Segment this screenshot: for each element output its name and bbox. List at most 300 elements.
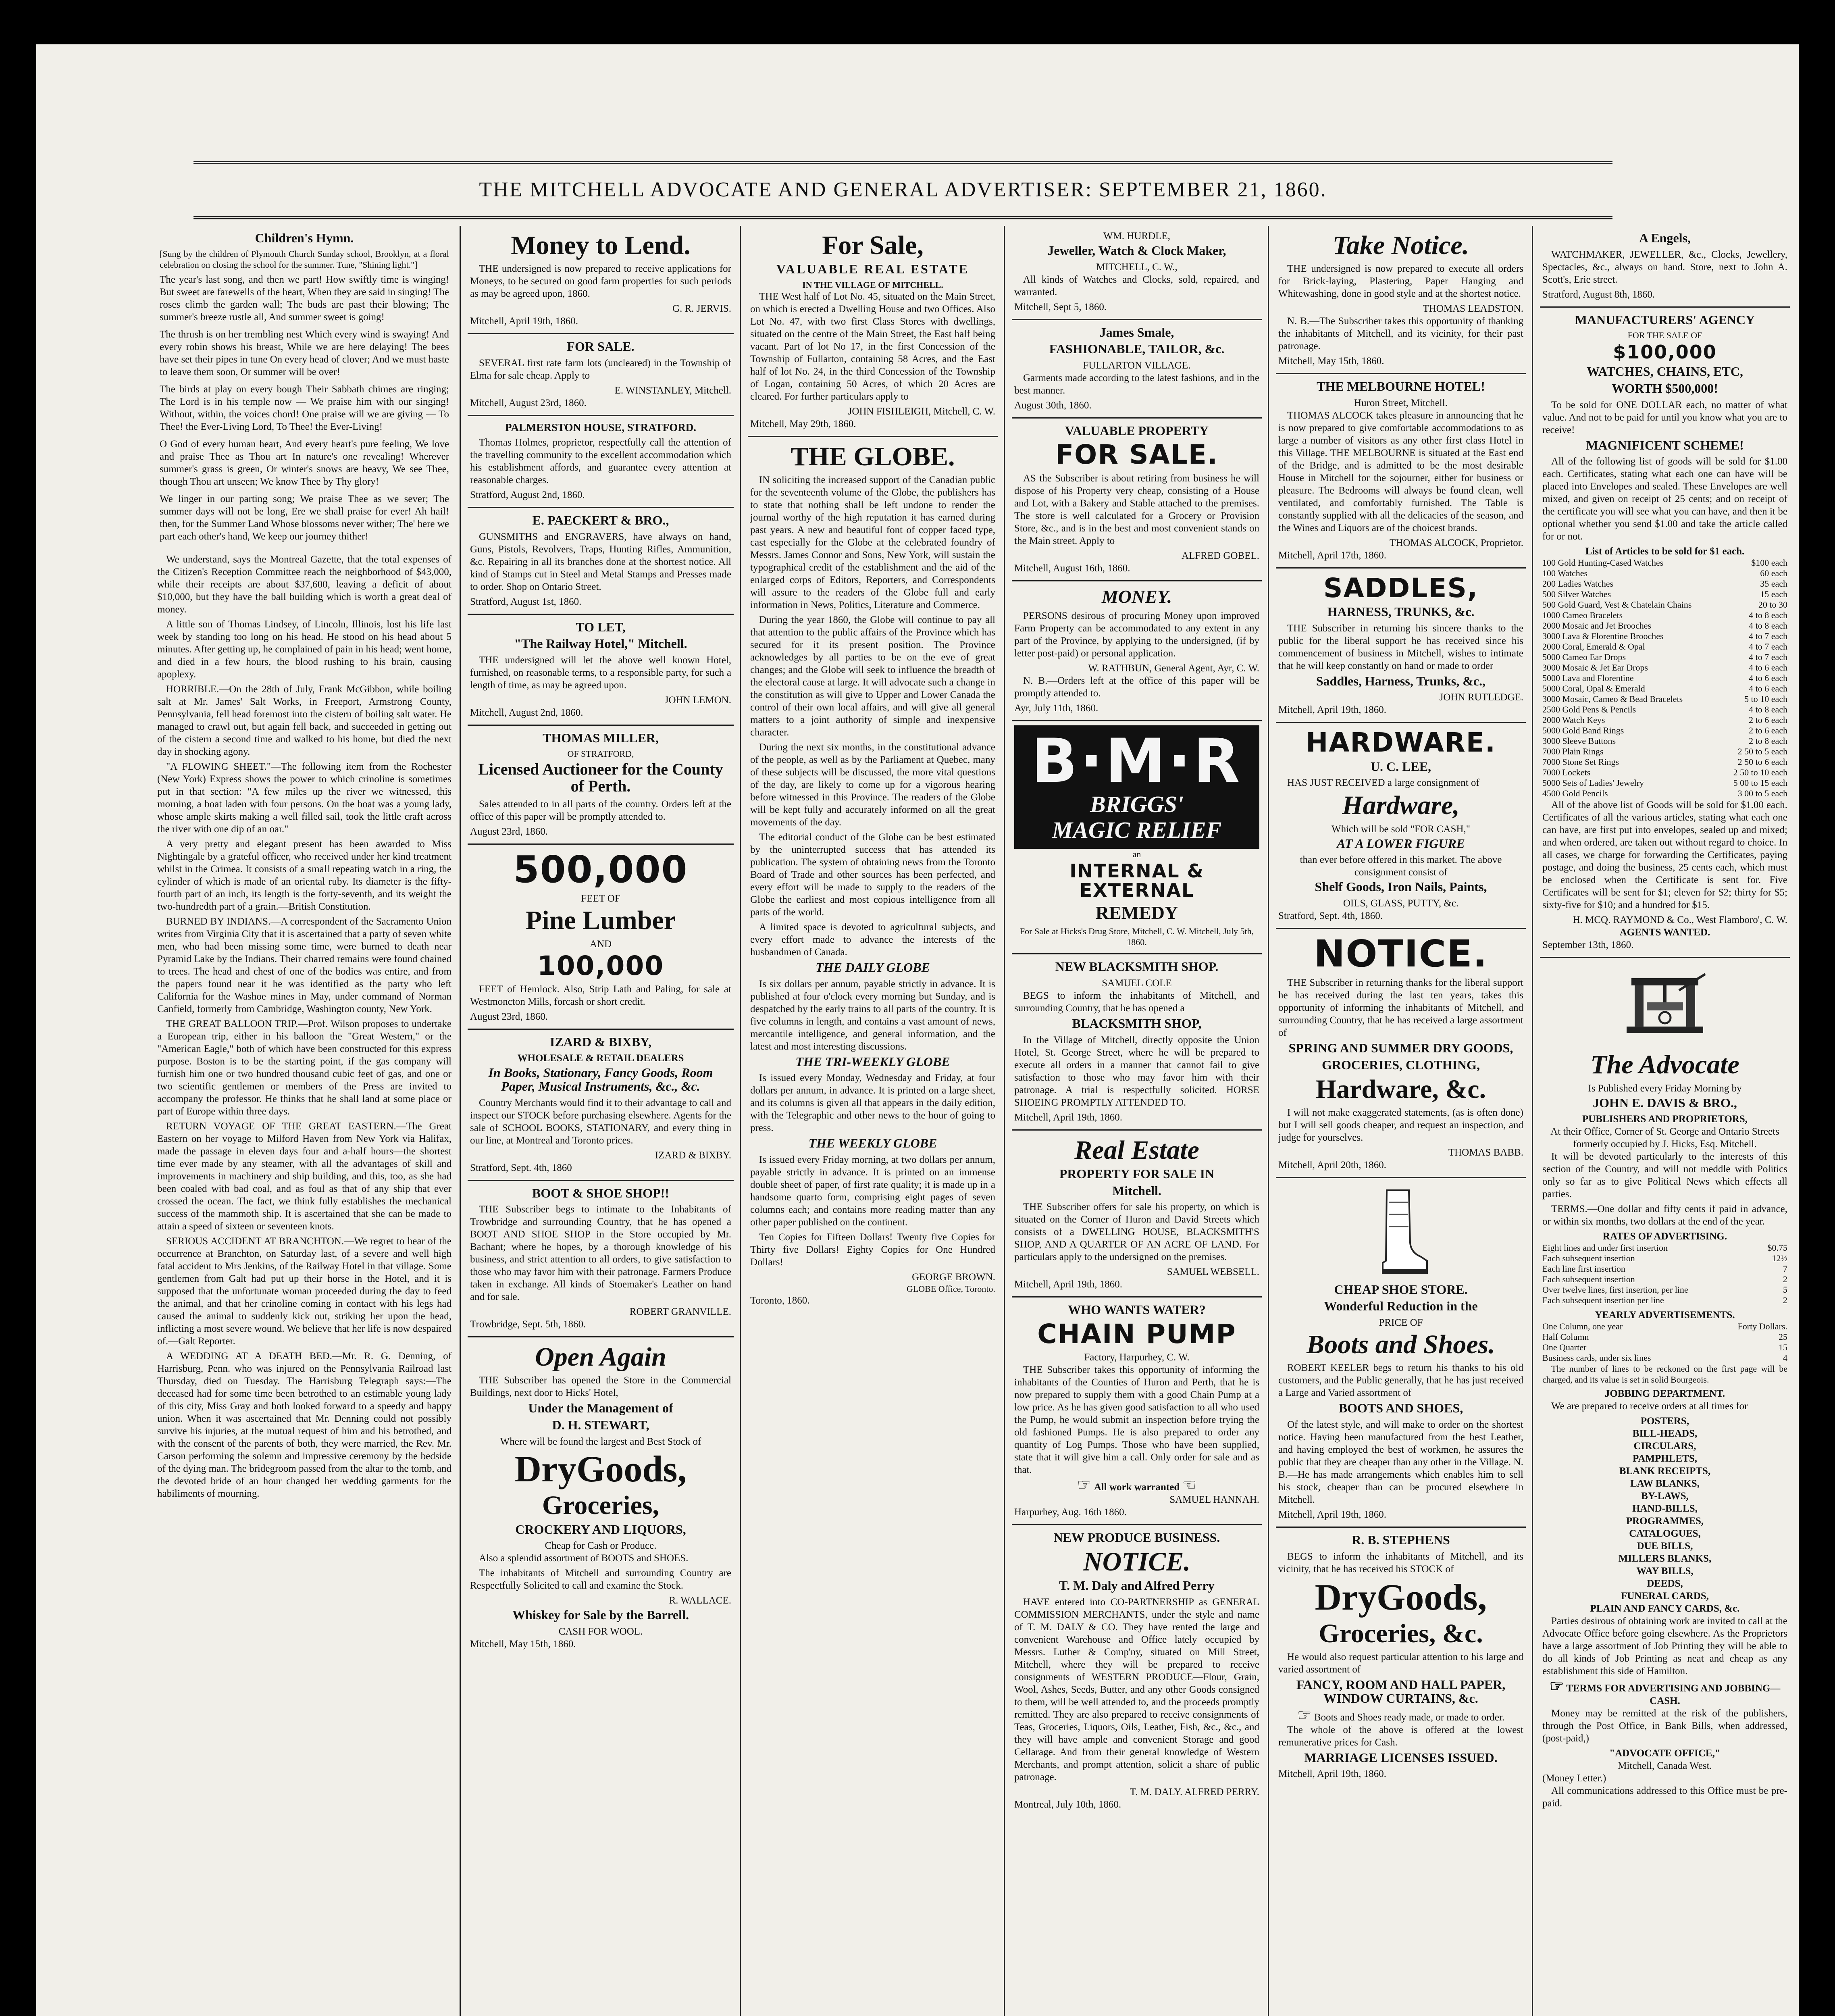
babb-notice-ad [1276, 929, 1526, 1178]
column-rule [1268, 226, 1269, 2016]
money-sign: G. R. JERVIS. [672, 303, 731, 314]
price-row [1542, 683, 1787, 694]
re-sub: PROPERTY FOR SALE IN [1059, 1166, 1215, 1181]
steph-body: BEGS to inform the inhabitants of Mitchell, and its vicinity, that he has received his STOCK of [1278, 1551, 1523, 1574]
lumber-title: Pine Lumber [525, 906, 676, 935]
price-row-value: 4 to 6 each [1749, 662, 1787, 673]
globe-paragraph: During the next six months, in the constitutional advance of the people, as well as by the Parliament at Quebec, many of these subjects will be discussed, the more vital questions of the day, are likely to come up for a vigorous hearing before witnessed in this Province. The readers of the Globe will be kept fully and accurately informed on all the great movements of the day. [750, 742, 995, 828]
job-item: DEEDS, [1647, 1578, 1683, 1589]
hurdle-town: MITCHELL, C. W., [1096, 261, 1178, 273]
miller-of: OF STRATFORD, [567, 748, 634, 759]
man-sign: H. MCQ. RAYMOND & Co., West Flamboro', C. W. [1573, 914, 1787, 926]
rate-row [1542, 1295, 1787, 1306]
price-row [1542, 694, 1787, 704]
man-title: MANUFACTURERS' AGENCY [1575, 312, 1755, 327]
price-row [1542, 673, 1787, 683]
steph-body-3: The whole of the above is offered at the lowest remunerative prices for Cash. [1278, 1724, 1523, 1748]
notice-sign: T. M. DALY. ALFRED PERRY. [1130, 1786, 1259, 1797]
price-row-value: 15 each [1760, 589, 1787, 600]
sad-items: Saddles, Harness, Trunks, &c., [1316, 673, 1486, 688]
rate-row-value: 5 [1783, 1285, 1787, 1295]
price-row-label: 1000 Cameo Bracelets [1542, 610, 1623, 621]
yearly-row-label: One Column, one year [1542, 1321, 1623, 1332]
bmr-an: an [1132, 849, 1141, 859]
engels-watchmaker-ad [1540, 226, 1790, 308]
izard-date: Stratford, Sept. 4th, 1860 [470, 1162, 572, 1173]
price-row [1542, 704, 1787, 715]
price-row [1542, 631, 1787, 641]
paeck-title: E. PAECKERT & BRO., [532, 513, 669, 528]
steph-title: R. B. STEPHENS [1352, 1532, 1450, 1547]
man-body-2: All of the above list of Goods will be sold for $1.00 each. Certificates of all the various articles, stating what each one can have, are first put into envelopes, sealed up and mixed; and when ordered, are taken out without regard to choice. In all cases, we charge for forwarding the Certificates, paying postage, and doing the business, 25 cents each, which must be enclosed when the Certificate is sent for. Five Certificates will be sent for $1; eleven for $2; thirty for $5; sixty-five for $10; and a hundred for $15. [1542, 800, 1787, 911]
price-row-label: 200 Ladies Watches [1542, 579, 1614, 589]
price-row-label: 7000 Lockets [1542, 767, 1591, 778]
valuable-property-ad [1012, 419, 1262, 581]
job-item: FUNERAL CARDS, [1621, 1591, 1709, 1602]
rate-row [1542, 1264, 1787, 1274]
mel-sub: Huron Street, Mitchell. [1354, 397, 1448, 408]
smith-body-2: In the Village of Mitchell, directly opposite the Union Hotel, St. George Street, where he will be prepared to execute all orders in a manner that cannot fail to give satisfaction to those who may favor him with their patronage. A trial is respectfully solicited. HORSE SHOEING PROMPTLY ATTENDED TO. [1014, 1034, 1259, 1108]
news-item: "A FLOWING SHEET."—The following item from the Rochester (New York) Express shows the power to which crinoline is sometimes put in that section: "A few miles up the river we witnessed, this morning, a boat laden with four persons. On the boat was a young lady, whose ample skirts making a well filled sail, took the little craft across the river with one dip of an oar." [157, 761, 451, 835]
prop-sign: ALFRED GOBEL. [1181, 550, 1259, 561]
not-items: SPRING AND SUMMER DRY GOODS, [1288, 1041, 1513, 1056]
rate-row-value: $0.75 [1767, 1243, 1787, 1253]
price-row-label: 5000 Coral, Opal & Emerald [1542, 683, 1645, 694]
price-row-value: 2 to 6 each [1749, 715, 1787, 725]
not-title: NOTICE. [1314, 932, 1488, 975]
price-row-value: 4 to 8 each [1749, 704, 1787, 715]
open-sign: R. WALLACE. [669, 1595, 731, 1606]
job-addr-2: Mitchell, Canada West. [1618, 1760, 1712, 1772]
price-row-value: 2 50 to 6 each [1737, 757, 1787, 767]
job-item: PROGRAMMES, [1626, 1516, 1704, 1527]
price-row-label: 7000 Stone Set Rings [1542, 757, 1619, 767]
news-item: A WEDDING AT A DEATH BED.—Mr. R. G. Denning, of Harrisburg, Penn. who was injured on the Pennsylvania Railroad last Thursday, died on Tuesday. The Harrisburg Telegraph says:—The deceased had for some time been betrothed to an estimable young lady of this city, Miss Gray and both looked forward to a speedy and happy union. When it was ascertained that Mr. Denning could not possibly survive his injuries, at the mutual request of him and his betrothed, and with the consent of the parents of both, they were married, the Rev. Mr. Carson performing the solemn and impressive ceremony by the bedside of the dying man. The bridegroom passed from the altar to the tomb, and the devoted bride of an hour changed her wedding garments for the habiliments of mourning. [157, 1350, 451, 1499]
smale-town: FULLARTON VILLAGE. [1083, 360, 1191, 371]
price-row-value: 4 to 7 each [1749, 652, 1787, 662]
price-row-value: 20 to 30 [1758, 600, 1787, 610]
hw-word: Hardware, [1342, 791, 1460, 821]
smale-body: Garments made according to the latest fashions, and in the best manner. [1014, 372, 1259, 396]
cheap-boots: Boots and Shoes. [1307, 1330, 1495, 1360]
paeck-body: GUNSMITHS and ENGRAVERS, have always on hand, Guns, Pistols, Revolvers, Traps, Hunting Rifles, Ammunition, &c. Repairing in all its branches done at the shortest notice. All kind of Stamps cut in Steel and Metal Stamps and Presses made to order. Shop on Ontario Street. [470, 531, 731, 592]
man-for: FOR THE SALE OF [1627, 330, 1702, 341]
money-note: N. B.—Orders left at the office of this paper will be promptly attended to. [1014, 675, 1259, 699]
money-date: Ayr, July 11th, 1860. [1014, 702, 1099, 714]
bmr-banner [1014, 725, 1259, 849]
notice-body: HAVE entered into CO-PARTNERSHIP as GENERAL COMMISSION MERCHANTS, under the style and name of T. M. DALY & CO. They have rented the large and convenient Warehouse and Office lately occupied by Messrs. Luther & Comp'ny, situated on Mill Street, Mitchell, where they will be prepared to receive consignments of WESTERN PRODUCE—Flour, Grain, Wool, Ashes, Seeds, Butter, and any other Goods consigned to them, will be well attended to, and the proceeds promptly remitted. They are also prepared to receive consignments of Teas, Groceries, Liquors, Oils, Leather, Fish, &c., &c., and they will have ample and convenient Storage and good Cellarage. And from their general knowledge of Western Merchants, and prompt attention, solicit a share of public patronage. [1014, 1596, 1259, 1783]
price-row-label: 5000 Lava and Florentine [1542, 673, 1634, 683]
forsale-body: SEVERAL first rate farm lots (uncleared) in the Township of Elma for sale cheap. Apply to [470, 357, 731, 381]
price-row [1542, 621, 1787, 631]
steph-groceries: Groceries, &c. [1319, 1619, 1483, 1649]
prop-title: VALUABLE PROPERTY [1065, 423, 1209, 438]
price-row [1542, 746, 1787, 757]
izard-title: IZARD & BIXBY, [549, 1034, 652, 1049]
weekly-body: Is issued every Friday morning, at two dollars per annum, payable strictly in advance. It is printed on an immense double sheet of paper, of first rate quality; it is made up in a handsome quarto form, comprising eight pages of seven columns each; and contains more reading matter than any other paper published on the continent. [750, 1154, 995, 1228]
childrens-hymn [157, 226, 451, 553]
job-item: CATALOGUES, [1629, 1528, 1701, 1539]
re-sign: SAMUEL WEBSELL. [1167, 1266, 1259, 1278]
palmerston-house-ad [468, 416, 734, 508]
price-row-label: 5000 Cameo Ear Drops [1542, 652, 1626, 662]
rate-row-label: Each subsequent insertion per line [1542, 1295, 1664, 1306]
open-inhab: The inhabitants of Mitchell and surrounding Country are Respectfully Solicited to call and examine the Stock. [470, 1568, 731, 1591]
yearly-title: YEARLY ADVERTISEMENTS. [1595, 1310, 1735, 1321]
money-ad [1012, 581, 1262, 721]
hymn-stanza: The birds at play on every bough Their Sabbath chimes are ringing; The Lord is in his temple now — We praise him with our singing! Without, within, the voices chord! One praise will we are giving — To Thee! the Ever-Living Lord, To Thee! the Ever-Living! [160, 383, 449, 432]
pump-title: CHAIN PUMP [1037, 1318, 1236, 1350]
money-body: THE undersigned is now prepared to receive applications for Moneys, to be secured on good farm properties for such periods as may be agreed upon, 1860. [470, 263, 731, 300]
sad-body: THE Subscriber in returning his sincere thanks to the public for the liberal support he has received since his commencement of business in Mitchell, wishes to intimate that he will keep constantly on hand or made to order [1278, 623, 1523, 671]
price-row-value: 60 each [1760, 568, 1787, 579]
job-body-2: Parties desirous of obtaining work are invited to call at the Advocate Office before going elsewhere. As the Proprietors have a large assortment of Job Printing they will be able to do all kinds of Job Printing as neat and cheap as any establishment this side of Hamilton. [1542, 1616, 1787, 1677]
job-terms [1542, 1677, 1787, 1707]
steph-note-text: Boots and Shoes ready made, or made to order. [1314, 1712, 1505, 1723]
open-wool: CASH FOR WOOL. [558, 1626, 643, 1637]
pump-body: THE Subscriber takes this opportunity of informing the inhabitants of the Counties of Huron and Perth, that he is now prepared to supply them with a good Chain Pump at a low price. As he has given good satisfaction to all who used the Pump, he would submit an inspection before trying the old fashioned Pumps. He is also prepared to order any quantity of Log Pumps. Those who have been supplied, state that it will give him a call. Only order for sale and as that. [1014, 1364, 1259, 1476]
take-date: Mitchell, May 15th, 1860. [1278, 356, 1384, 367]
bmr-remedy-ad [1012, 721, 1262, 954]
man-agents: AGENTS WANTED. [1619, 927, 1710, 938]
open-again-ad [468, 1337, 734, 1656]
yearly-row [1542, 1353, 1787, 1363]
yearly-row [1542, 1332, 1787, 1342]
adv-terms: TERMS.—One dollar and fifty cents if paid in advance, or within six months, two dollars at the end of the year. [1542, 1204, 1787, 1227]
price-row-label: 2000 Mosaic and Jet Brooches [1542, 621, 1652, 631]
lumber-number: 500,000 [513, 848, 688, 891]
price-row [1542, 767, 1787, 778]
mel-body: THOMAS ALCOCK takes pleasure in announcing that he is now prepared to give comfortable accommodations to as large a number of visitors as any other first class Hotel in this Village. THE MELBOURNE is situated at the East end of the Bridge, and is admitted to be the most desirable House in Mitchell for the sojourner, either for business or pleasure. The Bedrooms will always be found clean, well ventilated, and comfortably furnished. The Table is constantly supplied with all the delicacies of the season, and the Wines and Liquors are of the choicest brands. [1278, 410, 1523, 533]
open-crockery: CROCKERY AND LIQUORS, [515, 1522, 686, 1537]
miller-title: THOMAS MILLER, [542, 731, 659, 746]
price-row-value: 4 to 6 each [1749, 683, 1787, 694]
tolet-sign: JOHN LEMON. [664, 695, 731, 706]
hw-items-2: OILS, GLASS, PUTTY, &c. [1343, 898, 1459, 909]
open-title: Open Again [535, 1342, 666, 1372]
cheap-body-2: Of the latest style, and will make to order on the shortest notice. Having been manufactured from the best Leather, and having employed the best of workmen, he assures the public that they are cheaper than any other in the Village. N. B.—He has made arrangements which enables him to sell his stock, cheaper than can be procured elsewhere in Mitchell. [1278, 1419, 1523, 1505]
money-title: Money to Lend. [511, 231, 691, 260]
job-item: MILLERS BLANKS, [1618, 1553, 1712, 1564]
price-row [1542, 600, 1787, 610]
price-row [1542, 610, 1787, 621]
hw-items: Shelf Goods, Iron Nails, Paints, [1315, 879, 1487, 894]
hw-lower: AT A LOWER FIGURE [1336, 836, 1465, 851]
boot-title: BOOT & SHOE SHOP!! [532, 1185, 669, 1200]
sale-sub: VALUABLE REAL ESTATE [776, 262, 970, 277]
open-date: Mitchell, May 15th, 1860. [470, 1638, 576, 1649]
job-item: CIRCULARS, [1633, 1441, 1696, 1452]
open-groceries: Groceries, [542, 1491, 660, 1520]
cheap-date: Mitchell, April 19th, 1860. [1278, 1509, 1387, 1520]
price-row-label: 3000 Sleeve Buttons [1542, 736, 1616, 746]
stephens-ad [1276, 1528, 1526, 1786]
tolet-date: Mitchell, August 2nd, 1860. [470, 707, 583, 719]
real-estate-ad [1012, 1131, 1262, 1297]
hurdle-title: Jeweller, Watch & Clock Maker, [1047, 243, 1226, 258]
for-sale-real-estate-ad [748, 226, 998, 437]
smith-shop: BLACKSMITH SHOP, [1072, 1016, 1202, 1031]
smale-title: FASHIONABLE, TAILOR, &c. [1049, 342, 1225, 356]
globe-ad [748, 437, 998, 1312]
hw-date: Stratford, Sept. 4th, 1860. [1278, 910, 1383, 921]
tolet-title: TO LET, [576, 619, 626, 634]
job-item: PLAIN AND FANCY CARDS, &c. [1590, 1603, 1740, 1614]
man-list [1542, 558, 1787, 799]
yearly-row-value: Forty Dollars. [1737, 1321, 1787, 1332]
masthead-title: THE MITCHELL ADVOCATE AND GENERAL ADVERTISER: SEPTEMBER 21, 1860. [479, 178, 1327, 201]
price-row-value: 4 to 7 each [1749, 641, 1787, 652]
yearly-row-label: Half Column [1542, 1332, 1589, 1342]
engels-body: WATCHMAKER, JEWELLER, &c., Clocks, Jewellery, Spectacles, &c., always on hand. Store, next to John A. Scott's, Erie street. [1542, 249, 1787, 285]
yearly-row-value: 25 [1779, 1332, 1787, 1342]
news-item: HORRIBLE.—On the 28th of July, Frank McGibbon, while boiling salt at Mr. James' Salt Works, in Freeport, Armstrong County, Pennsylvania, fell head foremost into the cistern of boiling salt water. He managed to crawl out, but again fell back, and succeeded in getting out of the cistern a second time and walked to his home, but died the next day in shocking agony. [157, 683, 451, 757]
globe-paragraph: During the year 1860, the Globe will continue to pay all that attention to the public affairs of the Province which has secured for it its present position. The Province acknowledges by all parties to be on the eve of great changes; and the Globe will seek to influence the breadth of the electoral cause at large. It will advocate such a change in the constitution as will give to Upper and Lower Canada the control of their own local affairs, and will give all general matters to a joint authority of simple and inexpensive character. [750, 614, 995, 738]
rates-title: RATES OF ADVERTISING. [1602, 1231, 1727, 1242]
lumber-date: August 23rd, 1860. [470, 1011, 548, 1022]
news-items [157, 553, 451, 1500]
price-row-value: 35 each [1760, 579, 1787, 589]
not-date: Mitchell, April 20th, 1860. [1278, 1159, 1387, 1170]
forsale-title: FOR SALE. [567, 339, 635, 354]
re-body: THE Subscriber offers for sale his property, on which is situated on the Corner of Huron and David Streets which consists of a DWELLING HOUSE, BLACKSMITH'S SHOP, AND A QUARTER OF AN ACRE OF LAND. For particulars apply to the undersigned on the premises. [1014, 1202, 1259, 1263]
price-row-value: 5 to 10 each [1744, 694, 1787, 704]
rates-list [1542, 1243, 1787, 1306]
take-notice-ad [1276, 226, 1526, 374]
news-item: BURNED BY INDIANS.—A correspondent of the Sacramento Union writes from Virginia City that it is ascertained that a party of seven white men, who had been missing some time, were burned to death near Pyramid Lake by the Indians. Their charred remains were found chained to trees. The head and chest of one of the bodies was entire, and from the papers found near it he was identified as the party who left California for the Washoe mines in May, under command of Norman Canfield, formerly from Cambridge, Washington county, New York. [157, 916, 451, 1014]
job-item: LAW BLANKS, [1630, 1478, 1700, 1489]
price-row-label: 4500 Gold Pencils [1542, 788, 1608, 799]
price-row-label: 5000 Gold Band Rings [1542, 725, 1624, 736]
bmr-internal: INTERNAL & EXTERNAL [1069, 860, 1204, 901]
money-body: PERSONS desirous of procuring Money upon improved Farm Property can be accommodated to any extent in any part of the Province, by applying to the undersigned, (if by letter post-paid) or personal application. [1014, 610, 1259, 659]
boot-body: THE Subscriber begs to intimate to the Inhabitants of Trowbridge and surrounding Country, that he has opened a BOOT AND SHOE SHOP in the Store occupied by Mr. Bachant; where he hopes, by a thorough knowledge of his business, and strict attention to all orders, to give satisfaction to those who may favor him with their patronage. Farmers Produce taken in exchange. All kinds of Stoemaker's Leather on hand and for sale. [470, 1204, 731, 1303]
sad-sign: JOHN RUTLEDGE. [1439, 692, 1523, 703]
column-rule [1004, 226, 1005, 2016]
sale-sub-2: IN THE VILLAGE OF MITCHELL. [802, 279, 943, 290]
miller-sub: Licensed Auctioneer for the County of Perth. [478, 760, 723, 795]
boot-sign: ROBERT GRANVILLE. [629, 1306, 731, 1318]
column-3 [748, 226, 998, 2016]
price-row [1542, 736, 1787, 746]
sale-date: Mitchell, May 29th, 1860. [750, 418, 856, 429]
column-4 [1012, 226, 1262, 2016]
yearly-list [1542, 1321, 1787, 1363]
news-item: RETURN VOYAGE OF THE GREAT EASTERN.—The Great Eastern on her voyage to Milford Haven from New York via Halifax, made the passage in eleven days four and a-half hours—the shortest time ever made by any steamer, with all the advantages of skill and improvements in machinery and ship building, and this, too, as she had been coaled with bad coal, and as foul as that of any ship that ever crossed the ocean. The fact, we think fully establishes the mechanical success of the mammoth ship. It is ascertained that she can be made to attain a speed of sixteen or seventeen knots. [157, 1120, 451, 1232]
izard-body: Country Merchants would find it to their advantage to call and inspect our STOCK before purchasing elsewhere. Agents for the sale of SCHOOL BOOKS, STATIONARY, and every thing in our line, at Montreal and Toronto prices. [470, 1097, 731, 1146]
paeck-date: Stratford, August 1st, 1860. [470, 596, 582, 607]
open-where: Where will be found the largest and Best Stock of [500, 1436, 701, 1447]
to-let-ad [468, 615, 734, 726]
rate-row-value: 7 [1783, 1264, 1787, 1274]
man-list-title: List of Articles to be sold for $1 each. [1585, 546, 1745, 557]
job-item: BLANK RECEIPTS, [1619, 1466, 1711, 1477]
price-row [1542, 662, 1787, 673]
price-row-value: 2 to 8 each [1749, 736, 1787, 746]
steph-items: FANCY, ROOM AND HALL PAPER, WINDOW CURTAINS, &c. [1296, 1677, 1506, 1706]
price-row-value: 2 50 to 10 each [1733, 767, 1787, 778]
tri-body: Is issued every Monday, Wednesday and Friday, at four dollars per annum, in advance. It is printed on a large sheet, and its columns is given all that appears in the daily edition, with the Telegraphic and other news to the hour of going to press. [750, 1073, 995, 1134]
smith-name: SAMUEL COLE [1102, 978, 1172, 989]
miller-body: Sales attended to in all parts of the country. Orders left at the office of this paper will be promptly attended to. [470, 798, 731, 822]
news-item: A little son of Thomas Lindsey, of Lincoln, Illinois, lost his life last week by standing too long on his head. He stood on his head about 5 minutes. After getting up, he complained of pain in his head; went home, and died in a few hours, the blood rushing to his brain, causing apoplexy. [157, 619, 451, 680]
cheap-body: ROBERT KEELER begs to return his thanks to his old customers, and the Public generally, that he has just received a Large and Varied assortment of [1278, 1362, 1523, 1399]
price-row [1542, 558, 1787, 568]
daily-title: THE DAILY GLOBE [816, 960, 930, 975]
pointing-hand-icon: ☞ [1549, 1677, 1564, 1695]
price-row [1542, 788, 1787, 799]
newspaper-page [36, 44, 1799, 2016]
sad-date: Mitchell, April 19th, 1860. [1278, 704, 1387, 716]
sad-title: SADDLES, [1323, 572, 1478, 604]
lumber-feet: FEET OF [581, 893, 620, 904]
column-rule [460, 226, 461, 2016]
smith-date: Mitchell, April 19th, 1860. [1014, 1112, 1123, 1123]
chain-pump-ad [1012, 1297, 1262, 1525]
news-item: SERIOUS ACCIDENT AT BRANCHTON.—We regret to hear of the occurrence at Branchton, on Saturday last, of a severe and well high fatal accident to Mrs Jenkins, of the Railway Hotel in that village. Some gentlemen from Galt had put up their horse in the Hotel, and it is supposed that the unfortunate woman proceeded during the day to feed the animal, and that her crinoline coming in contact with his legs had caused the animal to suddenly kick out, striking her upon the head, inflicting a most severe wound. We believe that her life is now despaired of.—Galt Reporter. [157, 1235, 451, 1347]
price-row [1542, 778, 1787, 788]
man-scheme: MAGNIFICENT SCHEME! [1586, 437, 1744, 452]
job-item: WAY BILLS, [1636, 1566, 1694, 1577]
smith-title: NEW BLACKSMITH SHOP. [1055, 959, 1219, 974]
sale-body: THE West half of Lot No. 45, situated on the Main Street, on which is erected a Dwelling House and two Offices. Also Lot No. 47, with two first Class Stores with dwellings, situated on the centre of the Main Street, the East half being vacant. Part of lot No 17, in the first Concession of the Township of Fullarton, containing 58 Acres, and the East half of lot No. 24, in the third Concession of the Township of Logan, containing 50 Acres, of which 20 Acres are cleared. For further particulars apply to [750, 291, 995, 402]
rate-row [1542, 1253, 1787, 1264]
yearly-row-label: One Quarter [1542, 1342, 1587, 1353]
lumber-and: AND [589, 938, 612, 950]
adv-names: JOHN E. DAVIS & BRO., [1593, 1095, 1737, 1110]
izard-items: In Books, Stationary, Fancy Goods, Room Paper, Musical Instruments, &c., &c. [488, 1065, 713, 1093]
open-also: Also a splendid assortment of BOOTS and SHOES. [479, 1553, 689, 1564]
palm-body: Thomas Holmes, proprietor, respectfully call the attention of the travelling community to the excellent accommodation which his establishment affords, and guarantee every attention at reasonable charges. [470, 437, 731, 486]
steph-drygoods: DryGoods, [1315, 1576, 1487, 1618]
rate-row-value: 12½ [1772, 1253, 1787, 1264]
smale-date: August 30th, 1860. [1014, 400, 1092, 411]
yearly-row [1542, 1342, 1787, 1353]
hymn-stanza: We linger in our parting song; We praise Thee as we sever; The summer days will not be long, Ere we shall praise for ever! Ah hail! then, for the Summer Land Whose blossoms never wither; The' here we part each other's hand, We keep our journey thither! [160, 493, 449, 542]
price-row-label: 7000 Plain Rings [1542, 746, 1604, 757]
rate-row-label: Eight lines and under first insertion [1542, 1243, 1668, 1253]
hymn-title: Children's Hymn. [255, 231, 354, 245]
money-to-lend-ad [468, 226, 734, 334]
pointing-hand-icon: ☜ [1182, 1476, 1197, 1494]
mel-sign: THOMAS ALCOCK, Proprietor. [1390, 537, 1523, 548]
job-item: PAMPHLETS, [1633, 1453, 1697, 1464]
hymn-stanzas [160, 273, 449, 543]
prop-title-2: FOR SALE. [1055, 439, 1218, 471]
pump-sign: SAMUEL HANNAH. [1169, 1494, 1259, 1506]
price-row [1542, 568, 1787, 579]
rate-row-label: Each subsequent insertion [1542, 1253, 1635, 1264]
for-sale-ad [468, 334, 734, 416]
smale-tailor-ad [1012, 320, 1262, 419]
bmr-magic: MAGIC RELIEF [1052, 816, 1222, 843]
hurdle-date: Mitchell, Sept 5, 1860. [1014, 301, 1107, 312]
miller-auctioneer-ad [468, 726, 734, 845]
tolet-body: THE undersigned will let the above well known Hotel, furnished, on reasonable terms, to a responsible party, for such a length of time, as may be agreed upon. [470, 655, 731, 691]
cheap-bs: BOOTS AND SHOES, [1338, 1401, 1463, 1416]
notice-title: NOTICE. [1083, 1547, 1190, 1577]
price-row [1542, 589, 1787, 600]
man-date: September 13th, 1860. [1542, 939, 1634, 951]
melbourne-hotel-ad [1276, 374, 1526, 569]
daily-body: Is six dollars per annum, payable strictly in advance. It is published at four o'clock every morning but Sunday, and is despatched by the early trains to all parts of the country. It is five columns in length, and contains a vast amount of news, mercantile intelligence, and general information, and the latest and most interesting discussions. [750, 978, 995, 1052]
price-row-value: 2 50 to 5 each [1737, 746, 1787, 757]
cheap-shoe-store-ad [1276, 1178, 1526, 1528]
miller-date: August 23rd, 1860. [470, 826, 548, 837]
price-row [1542, 641, 1787, 652]
sale-sign: JOHN FISHLEIGH, Mitchell, C. W. [848, 406, 995, 417]
notice-names: T. M. Daly and Alfred Perry [1059, 1578, 1215, 1593]
hymn-stanza: The thrush is on her trembling nest Which every wind is swaying! And every robin shows his breast, While we are here delaying! The bees have set their pipes in tune On every head of clover; And we must haste to leave them soon, Or summer will be over! [160, 329, 449, 377]
rate-row-value: 2 [1783, 1274, 1787, 1285]
globe-title: THE GLOBE. [791, 442, 955, 471]
yearly-note: The number of lines to be reckoned on the first page will be charged, and its value is set in solid Bourgeois. [1542, 1364, 1787, 1385]
price-row-label: 3000 Mosaic, Cameo & Bead Bracelets [1542, 694, 1683, 704]
not-body: THE Subscriber in returning thanks for the liberal support he has received during the last ten years, takes this opportunity of informing the inhabitants of Mitchell, and surrounding Country, that he has received a large assortment of [1278, 977, 1523, 1039]
price-row-label: 500 Silver Watches [1542, 589, 1611, 600]
pump-warranted [1014, 1476, 1259, 1494]
job-items [1542, 1415, 1787, 1615]
rate-row-label: Over twelve lines, first insertion, per line [1542, 1285, 1688, 1295]
price-row [1542, 652, 1787, 662]
pine-lumber-ad [468, 845, 734, 1030]
open-under: Under the Management of [528, 1401, 673, 1416]
news-item: We understand, says the Montreal Gazette, that the total expenses of the Citizen's Reception Committee reach the neighborhood of $43,000, while their receipts are about $37,600, leaving a deficit of about $10,000, but they have the ball building which is worth a great deal of money. [157, 554, 451, 615]
steph-note [1278, 1706, 1523, 1724]
rate-row [1542, 1285, 1787, 1295]
hurdle-body: All kinds of Watches and Clocks, sold, repaired, and warranted. [1014, 274, 1259, 298]
pump-warr: All work warranted [1094, 1482, 1180, 1493]
yearly-row-value: 4 [1783, 1353, 1787, 1363]
job-ml: (Money Letter.) [1542, 1773, 1606, 1784]
price-row [1542, 725, 1787, 736]
price-row-value: 4 to 8 each [1749, 610, 1787, 621]
manufacturers-agency-ad [1540, 308, 1790, 958]
tolet-sub: "The Railway Hotel," Mitchell. [514, 636, 687, 651]
engels-date: Stratford, August 8th, 1860. [1542, 289, 1655, 300]
hymn-stanza: O God of every human heart, And every heart's pure feeling, We love and praise Thee as Thou art In nature's one revealing! Wherever summer's grass is green, Or winter's snows are heavy, We see Thee, though Thou art unseen; We know Thee by Thy glory! [160, 438, 449, 487]
price-row-value: 4 to 8 each [1749, 621, 1787, 631]
re-date: Mitchell, April 19th, 1860. [1014, 1279, 1123, 1290]
job-body: We are prepared to receive orders at all times for [1551, 1401, 1748, 1412]
take-note: N. B.—The Subscriber takes this opportunity of thanking the inhabitants of Mitchell, and its vicinity, for their past patronage. [1278, 316, 1523, 352]
job-addr: "ADVOCATE OFFICE," [1609, 1748, 1721, 1759]
hw-name: U. C. LEE, [1370, 759, 1431, 774]
price-row-value: 5 00 to 15 each [1733, 778, 1787, 788]
hurdle-jeweller-ad [1012, 226, 1262, 320]
pump-date: Harpurhey, Aug. 16th 1860. [1014, 1507, 1127, 1518]
money-date: Mitchell, April 19th, 1860. [470, 316, 578, 327]
take-title: Take Notice. [1332, 231, 1469, 260]
weekly-title: THE WEEKLY GLOBE [808, 1136, 937, 1151]
tri-title: THE TRI-WEEKLY GLOBE [795, 1054, 950, 1069]
re-title: Real Estate [1074, 1135, 1199, 1165]
price-row-label: 2000 Coral, Emerald & Opal [1542, 641, 1645, 652]
man-amount: $100,000 [1613, 341, 1717, 363]
prop-date: Mitchell, August 16th, 1860. [1014, 562, 1130, 574]
rate-row-label: Each subsequent insertion [1542, 1274, 1635, 1285]
pointing-hand-icon: ☞ [1297, 1706, 1312, 1724]
cheap-sub: Wonderful Reduction in the [1324, 1299, 1478, 1314]
forsale-sign: E. WINSTANLEY, Mitchell. [614, 385, 731, 396]
price-row-label: 2000 Watch Keys [1542, 715, 1605, 725]
price-row-value: 2 to 6 each [1749, 725, 1787, 736]
column-6 [1540, 226, 1790, 2016]
price-row [1542, 715, 1787, 725]
job-terms-text: TERMS FOR ADVERTISING AND JOBBING—CASH. [1566, 1683, 1781, 1707]
palm-title: PALMERSTON HOUSE, STRATFORD. [505, 421, 697, 433]
prop-body: AS the Subscriber is about retiring from business he will dispose of his Property very cheap, consisting of a House and Lot, with a Bakery and Stable attached to the premises. The store is well calculated for a Grocery or Provision Store, &c., and is in the best and most convenient stands on the Main street. Apply to [1014, 473, 1259, 546]
